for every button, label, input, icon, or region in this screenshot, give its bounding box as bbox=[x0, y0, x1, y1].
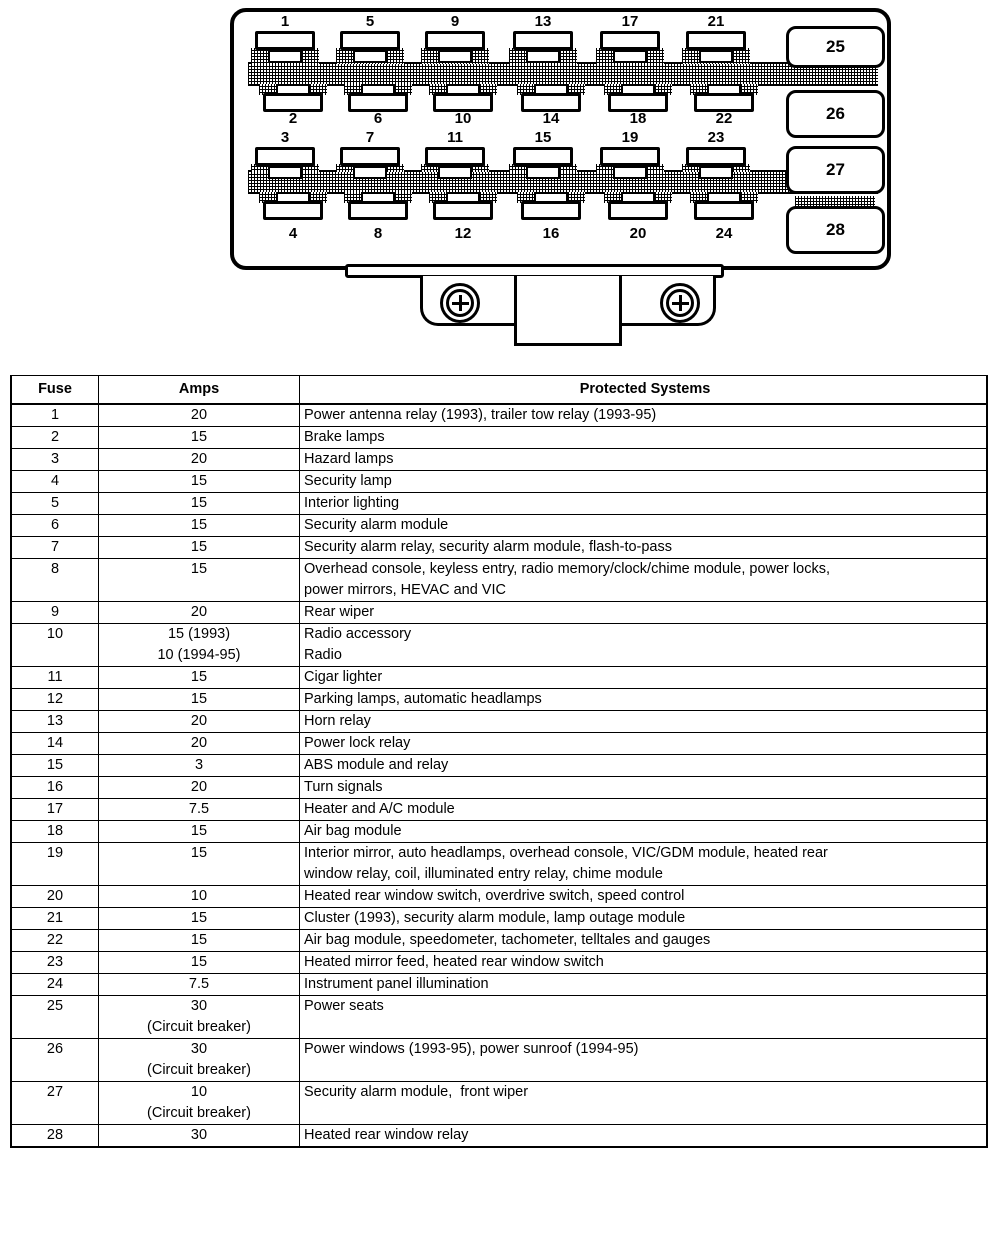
table-row bbox=[11, 537, 987, 559]
cell-amps bbox=[99, 1125, 300, 1148]
table-row bbox=[11, 930, 987, 952]
table-row bbox=[11, 996, 987, 1039]
fuse-slot-17[interactable] bbox=[600, 31, 660, 50]
cell-fuse-number: 25 bbox=[11, 996, 99, 1039]
cell-fuse-number: 16 bbox=[11, 777, 99, 799]
mounting-screw-left-icon bbox=[440, 283, 480, 323]
cell-amps bbox=[99, 559, 300, 602]
amps-line: 10 (1994-95) bbox=[157, 647, 241, 663]
fuse-label-12: 12 bbox=[454, 225, 472, 242]
column-header-protected-systems: Protected Systems bbox=[300, 376, 988, 405]
amps-line: 15 (1993) bbox=[167, 626, 231, 642]
table-row bbox=[11, 449, 987, 471]
systems-line: Rear wiper bbox=[304, 604, 375, 620]
fuse-label-19: 19 bbox=[621, 129, 639, 146]
fuse-window-3 bbox=[268, 166, 302, 179]
systems-line: Cigar lighter bbox=[304, 669, 383, 685]
cell-protected-systems bbox=[300, 449, 988, 471]
fuse-slot-19[interactable] bbox=[600, 147, 660, 166]
fuse-label-18: 18 bbox=[629, 110, 647, 127]
fuse-slot-15[interactable] bbox=[513, 147, 573, 166]
amps-line: 30 bbox=[190, 1041, 208, 1057]
systems-line bbox=[304, 1060, 986, 1081]
cell-amps bbox=[99, 537, 300, 559]
table-row bbox=[11, 886, 987, 908]
fuse-label-9: 9 bbox=[450, 13, 460, 30]
table-row bbox=[11, 755, 987, 777]
cell-amps bbox=[99, 449, 300, 471]
cell-fuse-number: 5 bbox=[11, 493, 99, 515]
systems-line: Instrument panel illumination bbox=[304, 976, 489, 992]
cell-protected-systems bbox=[300, 886, 988, 908]
fuse-label-10: 10 bbox=[454, 110, 472, 127]
relay-box-25[interactable]: 25 bbox=[786, 26, 885, 68]
systems-line: Turn signals bbox=[304, 779, 383, 795]
column-header-fuse: Fuse bbox=[11, 376, 99, 405]
table-row bbox=[11, 1125, 987, 1148]
fuse-label-14: 14 bbox=[542, 110, 560, 127]
cell-protected-systems bbox=[300, 427, 988, 449]
cell-amps bbox=[99, 930, 300, 952]
cell-protected-systems bbox=[300, 733, 988, 755]
cell-protected-systems bbox=[300, 404, 988, 427]
amps-line: 20 bbox=[190, 451, 208, 467]
fuse-slot-7[interactable] bbox=[340, 147, 400, 166]
systems-line: Air bag module bbox=[304, 823, 402, 839]
systems-line: Heated mirror feed, heated rear window switch bbox=[304, 954, 604, 970]
fuse-window-19 bbox=[613, 166, 647, 179]
fuse-slot-24[interactable] bbox=[694, 201, 754, 220]
table-row bbox=[11, 777, 987, 799]
cell-protected-systems bbox=[300, 952, 988, 974]
cell-fuse-number: 9 bbox=[11, 602, 99, 624]
fuse-slot-16[interactable] bbox=[521, 201, 581, 220]
cell-protected-systems bbox=[300, 559, 988, 602]
cell-amps bbox=[99, 667, 300, 689]
amps-line: 15 bbox=[190, 429, 208, 445]
amps-line: 15 bbox=[190, 932, 208, 948]
cell-fuse-number: 27 bbox=[11, 1082, 99, 1125]
cell-amps bbox=[99, 624, 300, 667]
fuse-label-16: 16 bbox=[542, 225, 560, 242]
systems-line: Cluster (1993), security alarm module, lamp outage module bbox=[304, 910, 686, 926]
fuse-label-3: 3 bbox=[280, 129, 290, 146]
cell-fuse-number: 21 bbox=[11, 908, 99, 930]
amps-line: 15 bbox=[190, 669, 208, 685]
cell-fuse-number: 1 bbox=[11, 404, 99, 427]
table-row bbox=[11, 471, 987, 493]
cell-protected-systems bbox=[300, 777, 988, 799]
cell-fuse-number: 17 bbox=[11, 799, 99, 821]
cell-fuse-number: 22 bbox=[11, 930, 99, 952]
table-row bbox=[11, 1082, 987, 1125]
fuse-window-13 bbox=[526, 50, 560, 63]
systems-line: Horn relay bbox=[304, 713, 371, 729]
amps-line: 20 bbox=[190, 604, 208, 620]
amps-line: 30 bbox=[190, 1127, 208, 1143]
fuse-legend-table bbox=[10, 375, 988, 1148]
cell-protected-systems bbox=[300, 930, 988, 952]
cell-protected-systems bbox=[300, 843, 988, 886]
cell-protected-systems bbox=[300, 471, 988, 493]
relay-box-26[interactable]: 26 bbox=[786, 90, 885, 138]
fuse-slot-5[interactable] bbox=[340, 31, 400, 50]
cell-protected-systems bbox=[300, 821, 988, 843]
cell-protected-systems bbox=[300, 602, 988, 624]
systems-line: Heater and A/C module bbox=[304, 801, 455, 817]
cell-amps bbox=[99, 843, 300, 886]
cell-protected-systems bbox=[300, 908, 988, 930]
cell-fuse-number: 13 bbox=[11, 711, 99, 733]
systems-line bbox=[304, 1017, 986, 1038]
fuse-label-13: 13 bbox=[534, 13, 552, 30]
cell-amps bbox=[99, 996, 300, 1039]
table-row bbox=[11, 689, 987, 711]
amps-line: 15 bbox=[190, 473, 208, 489]
table-row bbox=[11, 711, 987, 733]
cell-fuse-number: 26 bbox=[11, 1039, 99, 1082]
table-row bbox=[11, 843, 987, 886]
fuse-label-22: 22 bbox=[715, 110, 733, 127]
fuse-slot-12[interactable] bbox=[433, 201, 493, 220]
fuse-window-17 bbox=[613, 50, 647, 63]
table-row bbox=[11, 974, 987, 996]
fuse-window-9 bbox=[438, 50, 472, 63]
amps-line: 15 bbox=[190, 910, 208, 926]
systems-line: Power lock relay bbox=[304, 735, 411, 751]
amps-line: 15 bbox=[190, 495, 208, 511]
table-row bbox=[11, 908, 987, 930]
systems-line: Security alarm module, front wiper bbox=[304, 1084, 529, 1100]
amps-line: 15 bbox=[190, 691, 208, 707]
amps-line: 15 bbox=[190, 954, 208, 970]
cell-protected-systems bbox=[300, 515, 988, 537]
cell-fuse-number: 10 bbox=[11, 624, 99, 667]
systems-line: Interior lighting bbox=[304, 495, 400, 511]
cell-amps bbox=[99, 755, 300, 777]
systems-line: Power seats bbox=[304, 998, 384, 1014]
fuse-label-20: 20 bbox=[629, 225, 647, 242]
busbar-2 bbox=[248, 170, 878, 194]
systems-line: Security lamp bbox=[304, 473, 392, 489]
table-row bbox=[11, 602, 987, 624]
systems-line: Radio bbox=[304, 647, 342, 663]
fuse-window-5 bbox=[353, 50, 387, 63]
amps-line: 7.5 bbox=[188, 801, 210, 817]
cell-fuse-number: 18 bbox=[11, 821, 99, 843]
fuse-window-1 bbox=[268, 50, 302, 63]
table-row bbox=[11, 624, 987, 667]
fuse-slot-1[interactable] bbox=[255, 31, 315, 50]
cell-amps bbox=[99, 908, 300, 930]
cell-protected-systems bbox=[300, 689, 988, 711]
table-row bbox=[11, 799, 987, 821]
table-row bbox=[11, 559, 987, 602]
systems-line: Security alarm relay, security alarm module, flash-to-pass bbox=[304, 539, 672, 555]
systems-line: Interior mirror, auto headlamps, overhead console, VIC/GDM module, heated rear bbox=[304, 845, 828, 861]
amps-line: 20 bbox=[190, 735, 208, 751]
amps-line: 30 bbox=[190, 998, 208, 1014]
cell-protected-systems bbox=[300, 624, 988, 667]
fuse-label-5: 5 bbox=[365, 13, 375, 30]
fuse-slot-9[interactable] bbox=[425, 31, 485, 50]
cell-protected-systems bbox=[300, 1039, 988, 1082]
table-row bbox=[11, 493, 987, 515]
cell-amps bbox=[99, 493, 300, 515]
amps-line: 3 bbox=[194, 757, 204, 773]
cell-amps bbox=[99, 711, 300, 733]
systems-line: Power windows (1993-95), power sunroof (1994-95) bbox=[304, 1041, 639, 1057]
cell-amps bbox=[99, 471, 300, 493]
cell-amps bbox=[99, 974, 300, 996]
cell-protected-systems bbox=[300, 974, 988, 996]
amps-line: 15 bbox=[190, 845, 208, 861]
cell-amps bbox=[99, 602, 300, 624]
column-header-amps: Amps bbox=[99, 376, 300, 405]
cell-fuse-number: 15 bbox=[11, 755, 99, 777]
cell-amps bbox=[99, 1082, 300, 1125]
cell-amps bbox=[99, 886, 300, 908]
cell-protected-systems bbox=[300, 493, 988, 515]
cell-fuse-number: 2 bbox=[11, 427, 99, 449]
fuse-label-21: 21 bbox=[707, 13, 725, 30]
systems-line: Brake lamps bbox=[304, 429, 385, 445]
cell-fuse-number: 20 bbox=[11, 886, 99, 908]
cell-fuse-number: 7 bbox=[11, 537, 99, 559]
cell-amps bbox=[99, 952, 300, 974]
cell-protected-systems bbox=[300, 1082, 988, 1125]
cell-amps bbox=[99, 689, 300, 711]
amps-line: 10 bbox=[190, 1084, 208, 1100]
amps-line: 15 bbox=[190, 517, 208, 533]
cell-protected-systems bbox=[300, 799, 988, 821]
table-row bbox=[11, 404, 987, 427]
cell-fuse-number: 19 bbox=[11, 843, 99, 886]
cell-fuse-number: 3 bbox=[11, 449, 99, 471]
fuse-label-6: 6 bbox=[373, 110, 383, 127]
table-row bbox=[11, 733, 987, 755]
systems-line: window relay, coil, illuminated entry relay, chime module bbox=[304, 866, 663, 882]
systems-line: Hazard lamps bbox=[304, 451, 394, 467]
cell-amps bbox=[99, 515, 300, 537]
fuse-slot-21[interactable] bbox=[686, 31, 746, 50]
busbar-1 bbox=[248, 62, 878, 86]
amps-line: (Circuit breaker) bbox=[147, 1062, 251, 1078]
cell-amps bbox=[99, 1039, 300, 1082]
cell-fuse-number: 14 bbox=[11, 733, 99, 755]
fuse-window-11 bbox=[438, 166, 472, 179]
fuse-label-2: 2 bbox=[288, 110, 298, 127]
fuse-window-7 bbox=[353, 166, 387, 179]
systems-line bbox=[304, 1103, 986, 1124]
systems-line: Heated rear window switch, overdrive switch, speed control bbox=[304, 888, 685, 904]
cell-fuse-number: 28 bbox=[11, 1125, 99, 1148]
fuse-label-24: 24 bbox=[715, 225, 733, 242]
fuse-window-23 bbox=[699, 166, 733, 179]
cell-amps bbox=[99, 427, 300, 449]
cell-amps bbox=[99, 733, 300, 755]
amps-line: 20 bbox=[190, 713, 208, 729]
cell-amps bbox=[99, 404, 300, 427]
amps-line: 15 bbox=[190, 539, 208, 555]
amps-line: (Circuit breaker) bbox=[147, 1105, 251, 1121]
cell-protected-systems bbox=[300, 996, 988, 1039]
fuse-label-4: 4 bbox=[288, 225, 298, 242]
cell-protected-systems bbox=[300, 711, 988, 733]
table-row bbox=[11, 952, 987, 974]
table-row bbox=[11, 515, 987, 537]
fuse-slot-11[interactable] bbox=[425, 147, 485, 166]
fuse-slot-13[interactable] bbox=[513, 31, 573, 50]
fuse-slot-8[interactable] bbox=[348, 201, 408, 220]
cell-protected-systems bbox=[300, 755, 988, 777]
table-header bbox=[11, 376, 987, 405]
fuse-label-7: 7 bbox=[365, 129, 375, 146]
fuse-label-1: 1 bbox=[280, 13, 290, 30]
table-row bbox=[11, 821, 987, 843]
fuse-slot-3[interactable] bbox=[255, 147, 315, 166]
table-header-row bbox=[11, 376, 987, 405]
fuse-label-8: 8 bbox=[373, 225, 383, 242]
mounting-screw-right-icon bbox=[660, 283, 700, 323]
systems-line: Overhead console, keyless entry, radio memory/clock/chime module, power locks, bbox=[304, 561, 830, 577]
systems-line: Air bag module, speedometer, tachometer, telltales and gauges bbox=[304, 932, 711, 948]
amps-line: 10 bbox=[190, 888, 208, 904]
fuse-window-21 bbox=[699, 50, 733, 63]
systems-line: Radio accessory bbox=[304, 626, 412, 642]
fuse-window-15 bbox=[526, 166, 560, 179]
relay-box-28[interactable]: 28 bbox=[786, 206, 885, 254]
table-row bbox=[11, 427, 987, 449]
fuse-slot-20[interactable] bbox=[608, 201, 668, 220]
cell-fuse-number: 4 bbox=[11, 471, 99, 493]
fuse-label-23: 23 bbox=[707, 129, 725, 146]
cell-amps bbox=[99, 799, 300, 821]
cell-fuse-number: 23 bbox=[11, 952, 99, 974]
mounting-bracket-tab bbox=[514, 276, 622, 346]
systems-line: Heated rear window relay bbox=[304, 1127, 469, 1143]
systems-line: ABS module and relay bbox=[304, 757, 449, 773]
amps-line: 15 bbox=[190, 561, 208, 577]
cell-protected-systems bbox=[300, 667, 988, 689]
relay-box-27[interactable]: 27 bbox=[786, 146, 885, 194]
cell-protected-systems bbox=[300, 1125, 988, 1148]
cell-protected-systems bbox=[300, 537, 988, 559]
table-row bbox=[11, 1039, 987, 1082]
amps-line: 7.5 bbox=[188, 976, 210, 992]
fuse-label-15: 15 bbox=[534, 129, 552, 146]
cell-fuse-number: 8 bbox=[11, 559, 99, 602]
systems-line: power mirrors, HEVAC and VIC bbox=[304, 582, 506, 598]
table-row bbox=[11, 667, 987, 689]
cell-fuse-number: 6 bbox=[11, 515, 99, 537]
cell-amps bbox=[99, 821, 300, 843]
fuse-label-17: 17 bbox=[621, 13, 639, 30]
systems-line: Power antenna relay (1993), trailer tow relay (1993-95) bbox=[304, 407, 657, 423]
systems-line: Security alarm module bbox=[304, 517, 449, 533]
table-body bbox=[11, 404, 987, 1147]
systems-line: Parking lamps, automatic headlamps bbox=[304, 691, 542, 707]
cell-amps bbox=[99, 777, 300, 799]
amps-line: 20 bbox=[190, 779, 208, 795]
fuse-slot-23[interactable] bbox=[686, 147, 746, 166]
cell-fuse-number: 24 bbox=[11, 974, 99, 996]
amps-line: 20 bbox=[190, 407, 208, 423]
fuse-panel-diagram bbox=[0, 0, 1000, 360]
cell-fuse-number: 11 bbox=[11, 667, 99, 689]
amps-line: (Circuit breaker) bbox=[147, 1019, 251, 1035]
amps-line: 15 bbox=[190, 823, 208, 839]
fuse-label-11: 11 bbox=[447, 129, 463, 146]
cell-fuse-number: 12 bbox=[11, 689, 99, 711]
fuse-slot-4[interactable] bbox=[263, 201, 323, 220]
